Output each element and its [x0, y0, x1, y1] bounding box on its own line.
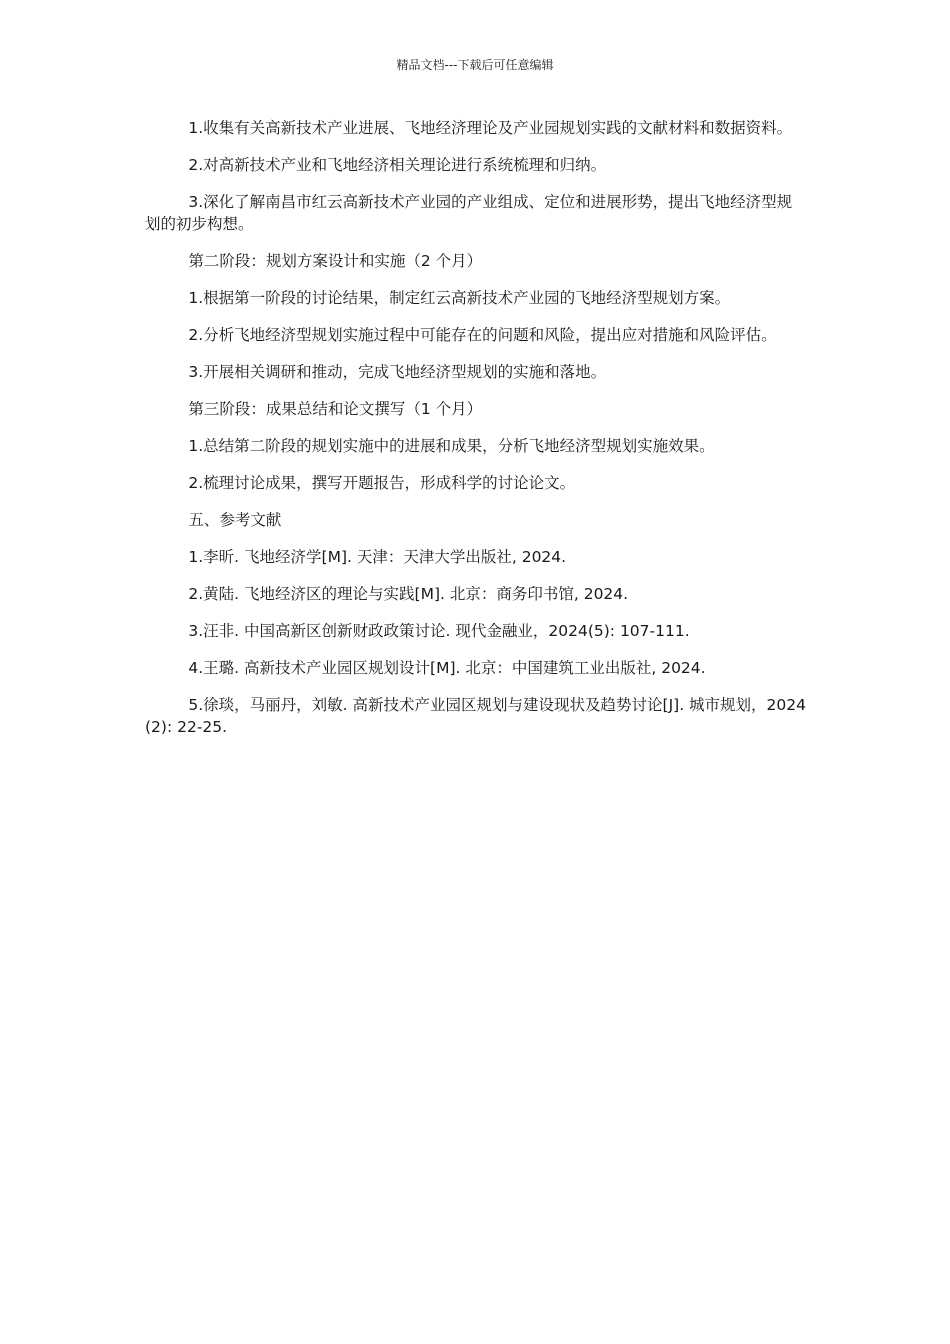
paragraph-thesis-writing: 2.梳理讨论成果，撰写开题报告，形成科学的讨论论文。 — [188, 474, 576, 492]
paragraph-summary: 1.总结第二阶段的规划实施中的进展和成果，分析飞地经济型规划实施效果。 — [188, 437, 715, 455]
section-heading-stage-two: 第二阶段：规划方案设计和实施（2 个月） — [188, 252, 483, 270]
paragraph-implementation: 3.开展相关调研和推动，完成飞地经济型规划的实施和落地。 — [188, 363, 607, 381]
paragraph-theory-review: 2.对高新技术产业和飞地经济相关理论进行系统梳理和归纳。 — [188, 156, 607, 174]
reference-item: 2.黄陆. 飞地经济区的理论与实践[M]. 北京：商务印书馆, 2024. — [188, 585, 629, 603]
paragraph-risk-analysis: 2.分析飞地经济型规划实施过程中可能存在的问题和风险，提出应对措施和风险评估。 — [188, 326, 777, 344]
section-heading-references: 五、参考文献 — [188, 511, 282, 529]
paragraph-collect-literature: 1.收集有关高新技术产业进展、飞地经济理论及产业园规划实践的文献材料和数据资料。 — [188, 119, 793, 137]
reference-item: 3.汪非. 中国高新区创新财政政策讨论. 现代金融业，2024(5): 107-111. — [188, 622, 690, 640]
paragraph-park-analysis: 3.深化了解南昌市红云高新技术产业园的产业组成、定位和进展形势，提出飞地经济型规划的初步构想。 — [145, 193, 793, 233]
paragraph-plan-design: 1.根据第一阶段的讨论结果，制定红云高新技术产业园的飞地经济型规划方案。 — [188, 289, 731, 307]
document-body — [145, 117, 807, 753]
reference-item: 1.李昕. 飞地经济学[M]. 天津：天津大学出版社, 2024. — [188, 548, 567, 566]
section-heading-stage-three: 第三阶段：成果总结和论文撰写（1 个月） — [188, 400, 483, 418]
reference-item: 4.王璐. 高新技术产业园区规划设计[M]. 北京：中国建筑工业出版社, 2024. — [188, 659, 706, 677]
page-header: 精品文档---下载后可任意编辑 — [396, 58, 554, 72]
reference-item: 5.徐琰，马丽丹，刘敏. 高新技术产业园区规划与建设现状及趋势讨论[J]. 城市规划，2024(2): 22-25. — [145, 696, 807, 736]
